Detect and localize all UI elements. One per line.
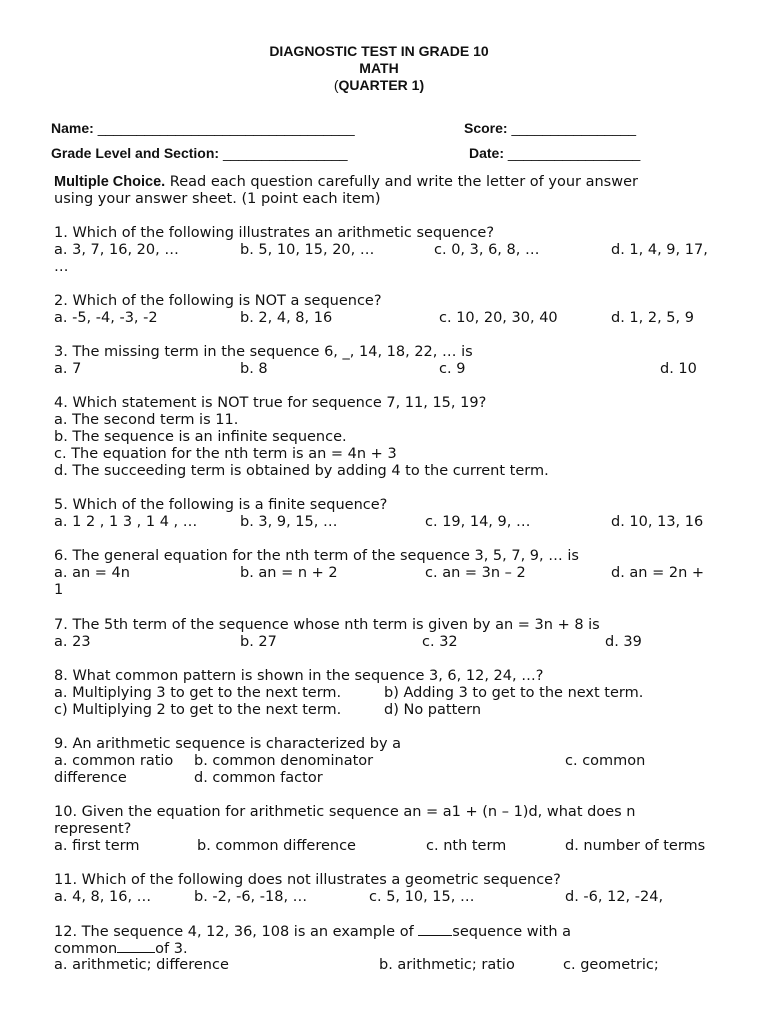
question-9-option-a: a. common ratio (54, 753, 174, 769)
question-10-option-a: a. first term (54, 838, 140, 854)
question-4-option-a: a. The second term is 11. (54, 412, 239, 428)
question-10-stem: 10. Given the equation for arithmetic sequence an = a1 + (n – 1)d, what does n (54, 804, 636, 820)
question-10-option-c: c. nth term (426, 838, 507, 854)
score-line: ________________ (511, 120, 637, 136)
question-10-option-d: d. number of terms (565, 838, 706, 854)
question-12-blank-1 (418, 923, 452, 936)
question-6-option-c: c. an = 3n – 2 (425, 565, 526, 581)
question-4-stem: 4. Which statement is NOT true for sequence 7, 11, 15, 19? (54, 395, 487, 411)
question-2-option-c: c. 10, 20, 30, 40 (439, 310, 558, 326)
question-12-stem-post: sequence with a (452, 924, 572, 940)
question-8-stem: 8. What common pattern is shown in the sequence 3, 6, 12, 24, …? (54, 668, 544, 684)
question-12-blank-2 (117, 940, 155, 953)
grade-section-line: ________________ (222, 145, 348, 161)
question-6-stem: 6. The general equation for the nth term of the sequence 3, 5, 7, 9, … is (54, 548, 579, 564)
question-5-stem: 5. Which of the following is a finite sequence? (54, 497, 388, 513)
question-2-option-b: b. 2, 4, 8, 16 (240, 310, 333, 326)
question-9-option-b: b. common denominator (194, 753, 374, 769)
question-4-option-c: c. The equation for the nth term is an = 4n + 3 (54, 446, 397, 462)
question-7-option-b: b. 27 (240, 634, 277, 650)
date-line: _________________ (507, 145, 641, 161)
test-quarter (0, 77, 758, 94)
date-field (469, 145, 640, 161)
question-7-option-d: d. 39 (605, 634, 642, 650)
instructions-line-2: using your answer sheet. (1 point each item) (54, 191, 381, 207)
question-12-stem2-post: of 3. (155, 941, 188, 957)
question-2-option-a: a. -5, -4, -3, -2 (54, 310, 158, 326)
question-12-option-b: b. arithmetic; ratio (379, 957, 515, 973)
instructions-text-1: Read each question carefully and write the letter of your answer (165, 174, 638, 190)
quarter-label: QUARTER 1) (338, 77, 425, 93)
name-field (51, 120, 355, 136)
question-9-option-c-cont: difference (54, 770, 127, 786)
question-1-option-c: c. 0, 3, 6, 8, … (434, 242, 540, 258)
question-11-stem: 11. Which of the following does not illustrates a geometric sequence? (54, 872, 561, 888)
question-12-stem (54, 923, 571, 941)
grade-section-label: Grade Level and Section: (51, 145, 220, 161)
question-8-option-d: d) No pattern (384, 702, 482, 718)
question-9-option-c: c. common (565, 753, 646, 769)
question-2-stem: 2. Which of the following is NOT a sequence? (54, 293, 382, 309)
name-line: _________________________________ (97, 120, 355, 136)
question-5-option-a: a. 1 2 , 1 3 , 1 4 , … (54, 514, 198, 530)
question-11-option-b: b. -2, -6, -18, … (194, 889, 308, 905)
question-6-option-a: a. an = 4n (54, 565, 130, 581)
question-2-option-d: d. 1, 2, 5, 9 (611, 310, 694, 326)
grade-section-field (51, 145, 348, 161)
question-4-option-d: d. The succeeding term is obtained by adding 4 to the current term. (54, 463, 549, 479)
question-12-stem-cont (54, 940, 188, 958)
question-3-stem: 3. The missing term in the sequence 6, _, 14, 18, 22, … is (54, 344, 473, 360)
question-6-option-d-cont: 1 (54, 582, 64, 598)
question-5-option-d: d. 10, 13, 16 (611, 514, 704, 530)
question-12-option-c: c. geometric; (563, 957, 659, 973)
question-7-stem: 7. The 5th term of the sequence whose nth term is given by an = 3n + 8 is (54, 617, 600, 633)
question-11-option-a: a. 4, 8, 16, … (54, 889, 152, 905)
instructions-line-1 (54, 174, 638, 191)
test-title: DIAGNOSTIC TEST IN GRADE 10 (269, 43, 489, 59)
question-12-option-a: a. arithmetic; difference (54, 957, 229, 973)
score-field (464, 120, 636, 136)
name-label: Name: (51, 120, 94, 136)
question-8-option-b: b) Adding 3 to get to the next term. (384, 685, 644, 701)
instructions-heading: Multiple Choice. (54, 174, 166, 190)
question-3-option-d: d. 10 (660, 361, 697, 377)
question-9-stem: 9. An arithmetic sequence is characterized by a (54, 736, 402, 752)
question-5-option-b: b. 3, 9, 15, … (240, 514, 338, 530)
question-8-option-a: a. Multiplying 3 to get to the next term. (54, 685, 342, 701)
question-3-option-a: a. 7 (54, 361, 82, 377)
quarter-open-paren: ( (333, 77, 339, 93)
question-10-stem-cont: represent? (54, 821, 132, 837)
question-5-option-c: c. 19, 14, 9, … (425, 514, 531, 530)
question-1-option-d: d. 1, 4, 9, 17, (611, 242, 708, 258)
question-12-stem-pre: 12. The sequence 4, 12, 36, 108 is an example of (54, 924, 419, 940)
question-11-option-d: d. -6, 12, -24, (565, 889, 664, 905)
question-6-option-d: d. an = 2n + (611, 565, 705, 581)
question-12-stem2-pre: common (54, 941, 118, 957)
question-3-option-b: b. 8 (240, 361, 268, 377)
question-3-option-c: c. 9 (439, 361, 466, 377)
question-9-option-d: d. common factor (194, 770, 323, 786)
question-4-option-b: b. The sequence is an infinite sequence. (54, 429, 347, 445)
test-subject: MATH (359, 60, 399, 76)
question-8-option-c: c) Multiplying 2 to get to the next term. (54, 702, 342, 718)
question-1-stem: 1. Which of the following illustrates an arithmetic sequence? (54, 225, 495, 241)
question-10-option-b: b. common difference (197, 838, 356, 854)
question-1-option-a: a. 3, 7, 16, 20, … (54, 242, 179, 258)
score-label: Score: (464, 120, 508, 136)
question-11-option-c: c. 5, 10, 15, … (369, 889, 475, 905)
question-7-option-a: a. 23 (54, 634, 91, 650)
date-label: Date: (469, 145, 505, 161)
question-1-option-b: b. 5, 10, 15, 20, … (240, 242, 375, 258)
question-1-option-d-cont: … (54, 259, 69, 275)
question-7-option-c: c. 32 (422, 634, 458, 650)
question-6-option-b: b. an = n + 2 (240, 565, 338, 581)
